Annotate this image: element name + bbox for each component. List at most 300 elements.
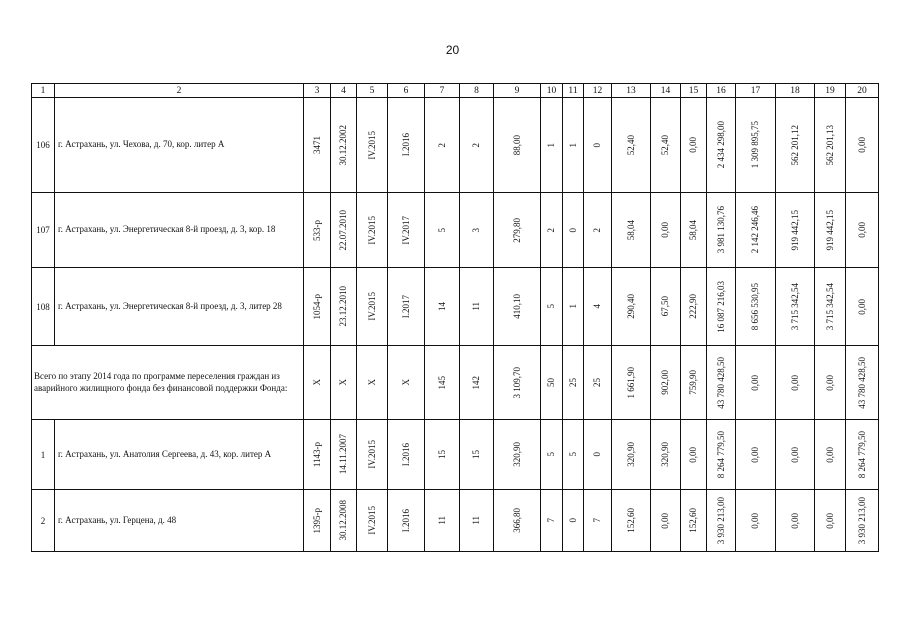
value-wrap xyxy=(425,421,459,489)
value-wrap xyxy=(776,491,814,551)
value-cell xyxy=(304,420,331,490)
cell-value: 5 xyxy=(546,452,556,457)
value-wrap xyxy=(776,347,814,419)
value-wrap xyxy=(541,347,562,419)
cell-value: 562 201,13 xyxy=(824,124,835,166)
value-wrap xyxy=(331,269,356,345)
value-cell xyxy=(357,98,388,193)
cell-value: 142 xyxy=(471,375,481,390)
value-wrap xyxy=(541,421,562,489)
value-wrap xyxy=(357,347,387,419)
value-cell xyxy=(563,420,584,490)
cell-value: 67,50 xyxy=(660,296,670,317)
value-cell xyxy=(541,490,563,552)
cell-value: 0,00 xyxy=(750,374,760,391)
cell-value: 16 087 216,03 xyxy=(715,280,726,333)
value-cell xyxy=(815,268,846,346)
cell-value: 0,00 xyxy=(789,374,800,391)
cell-value: 3 xyxy=(471,227,481,233)
column-number-cell: 3 xyxy=(304,84,331,98)
cell-value: I.2017 xyxy=(400,294,411,319)
column-number-cell: 5 xyxy=(357,84,388,98)
value-wrap xyxy=(776,269,814,345)
cell-value: 1054-р xyxy=(311,293,322,320)
value-wrap xyxy=(304,347,330,419)
table-row xyxy=(32,98,879,193)
value-cell xyxy=(846,98,879,193)
cell-value: 1 xyxy=(567,142,578,148)
value-cell xyxy=(563,268,584,346)
cell-value: 919 442,15 xyxy=(789,209,800,251)
value-wrap xyxy=(304,99,330,192)
cell-value: 1 661,90 xyxy=(625,366,636,399)
value-wrap xyxy=(815,99,845,192)
value-wrap xyxy=(584,269,611,345)
value-wrap xyxy=(563,194,583,267)
cell-value: 4 xyxy=(592,304,602,309)
row-number-cell: 108 xyxy=(32,268,55,346)
value-cell xyxy=(541,193,563,268)
value-cell xyxy=(563,193,584,268)
value-cell xyxy=(736,420,776,490)
value-wrap xyxy=(304,194,330,267)
value-cell xyxy=(846,193,879,268)
cell-value: 0,00 xyxy=(688,446,698,463)
value-wrap xyxy=(494,491,540,551)
cell-value: 145 xyxy=(436,375,447,390)
value-wrap xyxy=(681,421,706,489)
table-row xyxy=(32,193,879,268)
cell-value: 320,90 xyxy=(660,442,670,467)
value-wrap xyxy=(304,421,330,489)
column-number-cell: 2 xyxy=(55,84,304,98)
cell-value: Х xyxy=(338,379,348,386)
value-wrap xyxy=(331,194,356,267)
value-cell xyxy=(563,346,584,420)
cell-value: I.2016 xyxy=(400,508,411,533)
value-cell xyxy=(494,193,541,268)
value-wrap xyxy=(331,491,356,551)
value-cell xyxy=(584,490,612,552)
cell-value: 11 xyxy=(471,302,481,311)
cell-value: 8 656 530,95 xyxy=(750,282,760,331)
value-wrap xyxy=(563,491,583,551)
address-cell: г. Астрахань, ул. Энергетическая 8-й проезд, д. 3, литер 28 xyxy=(55,268,304,346)
value-wrap xyxy=(815,421,845,489)
table-row xyxy=(32,268,879,346)
value-cell xyxy=(460,98,494,193)
table-row xyxy=(32,346,879,420)
cell-value: IV.2015 xyxy=(366,292,377,321)
cell-value: IV.2015 xyxy=(366,215,377,245)
value-cell xyxy=(494,420,541,490)
cell-value: 3 930 213,00 xyxy=(715,496,726,545)
cell-value: Х xyxy=(311,379,322,386)
cell-value: 88,00 xyxy=(511,134,522,156)
cell-value: 2 xyxy=(546,227,556,233)
cell-value: 0,00 xyxy=(856,298,867,315)
cell-value: 7 xyxy=(546,518,556,523)
cell-value: 8 264 779,50 xyxy=(715,430,726,479)
value-wrap xyxy=(707,421,735,489)
column-number-cell: 20 xyxy=(846,84,879,98)
value-cell xyxy=(681,268,707,346)
address-cell: г. Астрахань, ул. Чехова, д. 70, кор. литер А xyxy=(55,98,304,193)
value-cell xyxy=(846,420,879,490)
value-wrap xyxy=(357,491,387,551)
value-wrap xyxy=(815,491,845,551)
value-cell xyxy=(541,420,563,490)
value-wrap xyxy=(681,347,706,419)
value-cell xyxy=(815,490,846,552)
value-wrap xyxy=(736,421,775,489)
value-wrap xyxy=(494,194,540,267)
value-wrap xyxy=(460,99,493,192)
value-cell xyxy=(681,420,707,490)
value-wrap xyxy=(304,491,330,551)
value-cell xyxy=(388,420,425,490)
value-wrap xyxy=(388,347,424,419)
value-wrap xyxy=(584,347,611,419)
address-cell: г. Астрахань, ул. Энергетическая 8-й проезд, д. 3, кор. 18 xyxy=(55,193,304,268)
value-cell xyxy=(494,490,541,552)
value-cell xyxy=(460,268,494,346)
value-wrap xyxy=(388,491,424,551)
value-cell xyxy=(612,490,651,552)
cell-value: 919 442,15 xyxy=(824,209,835,251)
value-cell xyxy=(425,268,460,346)
value-wrap xyxy=(612,194,650,267)
value-wrap xyxy=(846,421,878,489)
cell-value: 759,90 xyxy=(688,370,698,395)
value-wrap xyxy=(846,347,878,419)
column-number-cell: 13 xyxy=(612,84,651,98)
cell-value: 0,00 xyxy=(824,512,835,529)
value-cell xyxy=(651,268,681,346)
cell-value: IV.2017 xyxy=(400,215,411,245)
cell-value: Х xyxy=(366,379,377,386)
cell-value: 279,80 xyxy=(511,217,522,243)
value-cell xyxy=(651,420,681,490)
cell-value: IV.2015 xyxy=(366,130,377,160)
value-wrap xyxy=(357,194,387,267)
cell-value: 1143-р xyxy=(311,441,322,468)
cell-value: 902,00 xyxy=(660,370,670,395)
cell-value: 0 xyxy=(567,518,578,523)
value-cell xyxy=(776,420,815,490)
cell-value: 0,00 xyxy=(750,512,760,529)
value-wrap xyxy=(584,491,611,551)
value-cell xyxy=(460,193,494,268)
cell-value: 25 xyxy=(592,378,602,387)
value-wrap xyxy=(357,421,387,489)
value-wrap xyxy=(584,421,611,489)
value-wrap xyxy=(707,347,735,419)
value-cell xyxy=(612,98,651,193)
value-cell xyxy=(357,193,388,268)
row-number-cell: 106 xyxy=(32,98,55,193)
value-cell xyxy=(846,490,879,552)
value-cell xyxy=(388,268,425,346)
cell-value: 0,00 xyxy=(856,222,867,238)
value-cell xyxy=(681,193,707,268)
value-wrap xyxy=(651,99,680,192)
value-wrap xyxy=(425,269,459,345)
cell-value: 2 434 298,00 xyxy=(715,121,726,169)
value-cell xyxy=(460,420,494,490)
value-wrap xyxy=(707,194,735,267)
value-wrap xyxy=(541,269,562,345)
cell-value: 52,40 xyxy=(625,134,636,156)
value-wrap xyxy=(584,99,611,192)
row-number-cell: 107 xyxy=(32,193,55,268)
column-number-cell: 17 xyxy=(736,84,776,98)
cell-value: 15 xyxy=(436,450,447,459)
cell-value: 0 xyxy=(592,142,602,148)
value-wrap xyxy=(425,194,459,267)
value-wrap xyxy=(776,99,814,192)
value-wrap xyxy=(846,194,878,267)
cell-value: 320,90 xyxy=(511,442,522,467)
cell-value: 52,40 xyxy=(660,134,670,156)
value-cell xyxy=(425,346,460,420)
value-cell xyxy=(388,490,425,552)
address-cell: г. Астрахань, ул. Герцена, д. 48 xyxy=(55,490,304,552)
column-number-cell: 1 xyxy=(32,84,55,98)
cell-value: 1 xyxy=(546,142,556,148)
value-cell xyxy=(425,98,460,193)
cell-value: 0 xyxy=(567,227,578,233)
cell-value: IV.2015 xyxy=(366,506,377,535)
value-wrap xyxy=(584,194,611,267)
value-cell xyxy=(707,98,736,193)
value-cell xyxy=(736,346,776,420)
table-row xyxy=(32,420,879,490)
cell-value: 58,04 xyxy=(625,219,636,241)
cell-value: 0,00 xyxy=(789,446,800,463)
value-cell xyxy=(651,98,681,193)
value-wrap xyxy=(651,491,680,551)
value-wrap xyxy=(612,421,650,489)
value-wrap xyxy=(707,269,735,345)
value-cell xyxy=(815,346,846,420)
value-cell xyxy=(776,268,815,346)
value-wrap xyxy=(388,99,424,192)
cell-value: 43 780 428,50 xyxy=(856,356,867,409)
cell-value: 50 xyxy=(546,378,556,387)
value-cell xyxy=(304,98,331,193)
cell-value: 320,90 xyxy=(625,442,636,467)
value-cell xyxy=(707,193,736,268)
cell-value: IV.2015 xyxy=(366,440,377,469)
value-cell xyxy=(304,268,331,346)
cell-value: 11 xyxy=(471,516,481,525)
column-number-cell: 11 xyxy=(563,84,584,98)
cell-value: 3 109,70 xyxy=(511,366,522,399)
value-cell xyxy=(707,490,736,552)
value-wrap xyxy=(776,194,814,267)
cell-value: 30.12.2002 xyxy=(338,124,348,166)
value-wrap xyxy=(846,491,878,551)
value-wrap xyxy=(331,421,356,489)
cell-value: 0,00 xyxy=(660,512,670,529)
value-cell xyxy=(681,490,707,552)
value-wrap xyxy=(460,347,493,419)
value-cell xyxy=(612,420,651,490)
cell-value: 22.07.2010 xyxy=(338,209,348,251)
value-cell xyxy=(736,98,776,193)
cell-value: 3 715 342,54 xyxy=(824,282,835,331)
row-number-cell: 2 xyxy=(32,490,55,552)
column-number-cell: 7 xyxy=(425,84,460,98)
value-wrap xyxy=(736,194,775,267)
cell-value: 533-р xyxy=(311,219,322,241)
value-cell xyxy=(584,98,612,193)
cell-value: 1395-р xyxy=(311,507,322,534)
value-wrap xyxy=(651,269,680,345)
cell-value: 25 xyxy=(567,378,578,387)
cell-value: 2 xyxy=(592,227,602,233)
value-wrap xyxy=(425,491,459,551)
value-wrap xyxy=(736,269,775,345)
value-cell xyxy=(388,98,425,193)
cell-value: 58,04 xyxy=(688,219,698,241)
column-number-cell: 15 xyxy=(681,84,707,98)
value-wrap xyxy=(815,347,845,419)
value-cell xyxy=(584,268,612,346)
value-wrap xyxy=(651,347,680,419)
value-cell xyxy=(736,193,776,268)
table-row xyxy=(32,490,879,552)
value-cell xyxy=(357,420,388,490)
value-cell xyxy=(612,268,651,346)
value-wrap xyxy=(388,194,424,267)
value-cell xyxy=(776,98,815,193)
value-cell xyxy=(541,346,563,420)
value-wrap xyxy=(494,421,540,489)
value-cell xyxy=(563,98,584,193)
cell-value: I.2016 xyxy=(400,442,411,467)
value-wrap xyxy=(460,194,493,267)
cell-value: 23.12.2010 xyxy=(338,286,348,327)
value-cell xyxy=(494,268,541,346)
column-number-cell: 16 xyxy=(707,84,736,98)
value-wrap xyxy=(612,99,650,192)
value-cell xyxy=(425,490,460,552)
value-cell xyxy=(388,346,425,420)
value-wrap xyxy=(494,269,540,345)
value-wrap xyxy=(357,99,387,192)
value-wrap xyxy=(681,99,706,192)
value-cell xyxy=(651,346,681,420)
cell-value: 3 981 130,76 xyxy=(715,206,726,254)
value-wrap xyxy=(846,269,878,345)
cell-value: 2 142 246,46 xyxy=(750,206,760,254)
column-number-row xyxy=(32,84,879,98)
value-wrap xyxy=(331,99,356,192)
total-label-cell: Всего по этапу 2014 года по программе переселения граждан из аварийного жилищного фонда без финансовой поддержки Фонда: xyxy=(32,346,304,420)
value-cell xyxy=(651,490,681,552)
value-cell xyxy=(681,98,707,193)
value-wrap xyxy=(815,194,845,267)
value-cell xyxy=(494,98,541,193)
value-cell xyxy=(331,268,357,346)
value-wrap xyxy=(460,421,493,489)
value-cell xyxy=(612,346,651,420)
value-cell xyxy=(304,490,331,552)
table-body xyxy=(32,84,879,552)
value-cell xyxy=(707,420,736,490)
value-wrap xyxy=(304,269,330,345)
value-cell xyxy=(425,420,460,490)
column-number-cell: 19 xyxy=(815,84,846,98)
cell-value: 3 930 213,00 xyxy=(856,496,867,545)
cell-value: 43 780 428,50 xyxy=(715,356,726,409)
value-wrap xyxy=(563,99,583,192)
cell-value: 7 xyxy=(592,518,602,523)
value-wrap xyxy=(815,269,845,345)
value-cell xyxy=(815,420,846,490)
cell-value: 5 xyxy=(546,304,556,309)
value-cell xyxy=(331,346,357,420)
value-wrap xyxy=(541,491,562,551)
cell-value: 0,00 xyxy=(660,222,670,238)
column-number-cell: 14 xyxy=(651,84,681,98)
cell-value: 0,00 xyxy=(856,137,867,153)
value-cell xyxy=(357,490,388,552)
value-wrap xyxy=(681,194,706,267)
value-cell xyxy=(815,193,846,268)
value-wrap xyxy=(331,347,356,419)
cell-value: 11 xyxy=(436,516,447,525)
value-cell xyxy=(776,346,815,420)
value-wrap xyxy=(425,347,459,419)
value-wrap xyxy=(563,421,583,489)
cell-value: 562 201,12 xyxy=(789,124,800,166)
value-cell xyxy=(331,98,357,193)
cell-value: 2 xyxy=(471,142,481,148)
value-cell xyxy=(541,98,563,193)
cell-value: 14.11.2007 xyxy=(338,434,348,475)
value-cell xyxy=(460,346,494,420)
value-cell xyxy=(776,193,815,268)
resettlement-table xyxy=(31,83,879,552)
value-cell xyxy=(651,193,681,268)
value-cell xyxy=(681,346,707,420)
value-cell xyxy=(736,490,776,552)
cell-value: 1 xyxy=(567,304,578,309)
value-wrap xyxy=(707,491,735,551)
cell-value: 0,00 xyxy=(750,446,760,463)
value-cell xyxy=(357,268,388,346)
column-number-cell: 18 xyxy=(776,84,815,98)
cell-value: 290,40 xyxy=(625,294,636,319)
value-wrap xyxy=(651,194,680,267)
value-wrap xyxy=(357,269,387,345)
value-cell xyxy=(584,193,612,268)
page-number: 20 xyxy=(445,43,460,57)
cell-value: 30.12.2008 xyxy=(338,500,348,541)
value-wrap xyxy=(681,269,706,345)
address-cell: г. Астрахань, ул. Анатолия Сергеева, д. 43, кор. литер А xyxy=(55,420,304,490)
value-wrap xyxy=(736,491,775,551)
value-wrap xyxy=(707,99,735,192)
value-cell xyxy=(541,268,563,346)
column-number-cell: 6 xyxy=(388,84,425,98)
value-cell xyxy=(357,346,388,420)
value-cell xyxy=(304,346,331,420)
value-wrap xyxy=(494,347,540,419)
